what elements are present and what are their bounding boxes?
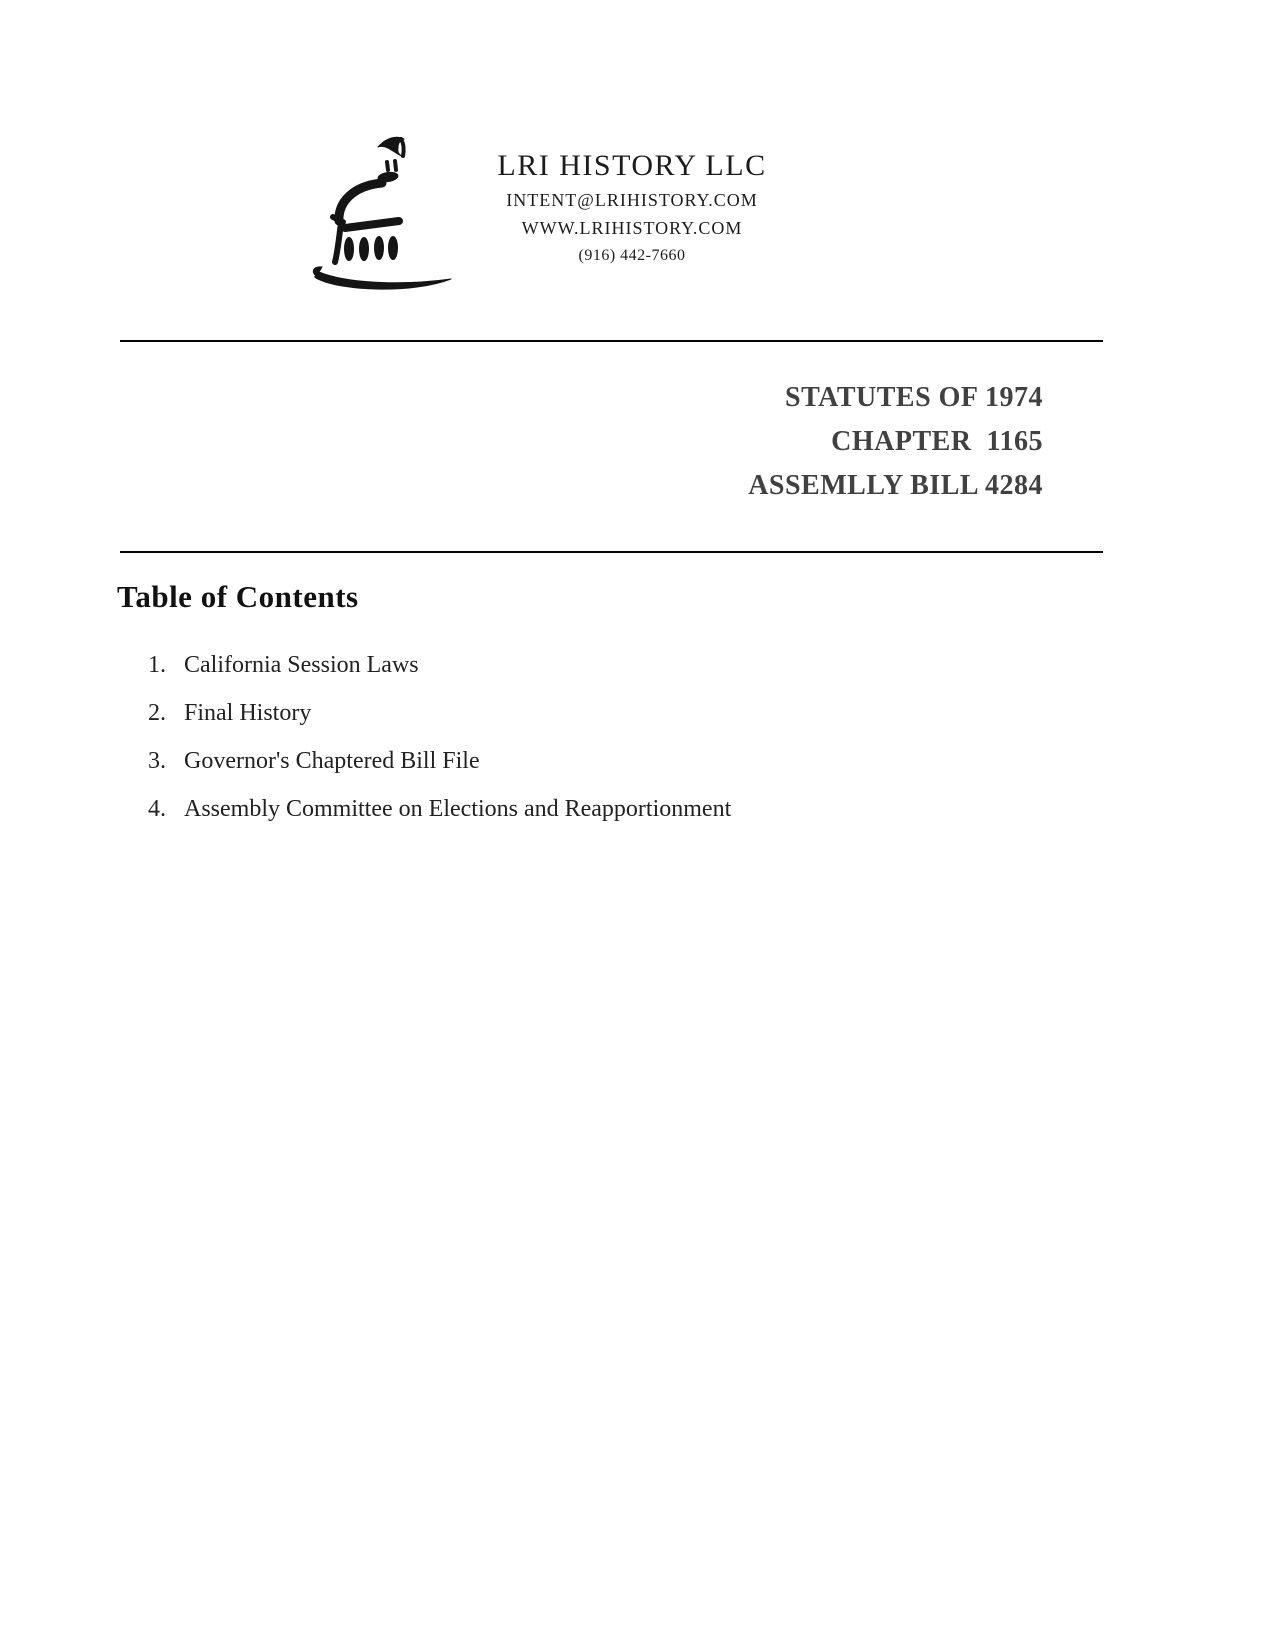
toc-item [120,698,1120,728]
toc-item-number: 3. [148,748,166,774]
toc-title: Table of Contents [117,579,359,614]
toc-item-label: Final History [184,700,312,726]
company-email: INTENT@LRIHISTORY.COM [506,190,758,210]
company-website: WWW.LRIHISTORY.COM [521,218,743,238]
toc-list [120,650,1120,842]
toc-item-label: California Session Laws [184,652,419,678]
toc-item-label: Governor's Chaptered Bill File [184,748,480,774]
chapter-line: CHAPTER 1165 [831,426,1043,457]
bill-reference-block [748,376,1043,508]
company-phone: (916) 442-7660 [578,247,686,264]
toc-item [120,746,1120,776]
assembly-bill-line: ASSEMLLY BILL 4284 [748,470,1043,501]
contact-block [382,146,882,270]
toc-item-label: Assembly Committee on Elections and Reapportionment [184,796,732,822]
company-name: LRI HISTORY LLC [497,149,767,182]
toc-item-number: 1. [148,652,166,678]
divider-top [120,340,1103,342]
toc-item-number: 2. [148,700,166,726]
toc-item-number: 4. [148,796,166,822]
statutes-line: STATUTES OF 1974 [785,382,1043,413]
toc-item [120,794,1120,824]
toc-item [120,650,1120,680]
divider-bottom [120,551,1103,553]
